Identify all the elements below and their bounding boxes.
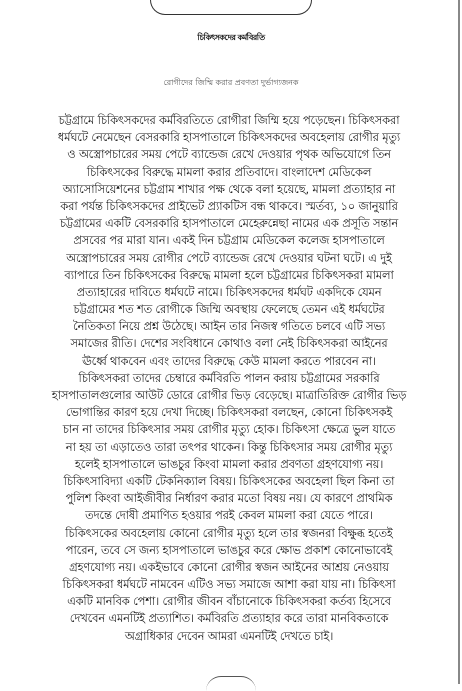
text-line: প্রসবের পর মারা যান। একই দিন চট্টগ্রাম মেডিকেল কলেজ হাসপাতালে — [73, 233, 385, 248]
text-line: হলেই হাসপাতালে ভাঙচুর কিংবা মামলা করার প্রবণতা গ্রহণযোগ্য নয়। — [74, 456, 384, 471]
text-line: করা পর্যন্ত চিকিৎসকদের প্রাইভেট প্র্যাকটিস বন্ধ থাকবে। স্মর্তব্য, ১০ জানুয়ারি — [60, 198, 398, 213]
text-line: সমাজের রীতি। দেশের সংবিধানে কোথাও বলা নেই চিকিৎসকরা আইনের — [70, 336, 388, 351]
text-line: দেখবেন এমনটিই প্রত্যাশিত। কর্মবিরতি প্রত্যাহার করে তারা মানবিকতাকে — [69, 611, 389, 626]
text-line: চট্টগ্রামের একটি বেসরকারি হাসপাতালে মেহেরুন্নেছা নামের এক প্রসূতি সন্তান — [59, 216, 399, 231]
page-edge-line — [458, 0, 460, 684]
text-line: চিকিৎসকরা তাদের চেম্বারে কর্মবিরতি পালন করায় চট্টগ্রামের সরকারি — [78, 370, 380, 385]
text-line: চট্টগ্রামে চিকিৎসকদের কর্মবিরতিতে রোগীরা জিম্মি হয়ে পড়েছেন। চিকিৎসকরা — [58, 113, 400, 127]
paragraph — [10, 525, 448, 645]
top-ornament — [150, 0, 312, 15]
text-line: অ্যাসোসিয়েশনের চট্টগ্রাম শাখার পক্ষ থেকে বলা হয়েছে, মামলা প্রত্যাহার না — [62, 181, 396, 196]
text-line: না হয় তা এড়াতেও তারা তৎপর থাকেন। কিন্তু চিকিৎসার সময় রোগীর মৃত্যু — [65, 439, 393, 454]
text-line: নৈতিকতা নিয়ে প্রশ্ন উঠেছে। আইন তার নিজস্ব গতিতে চলবে এটি সভ্য — [72, 319, 386, 334]
text-line: গ্রহণযোগ্য নয়। একইভাবে কোনো রোগীর স্বজন আইনের আশ্রয় নেওয়ায় — [69, 559, 389, 574]
paragraph — [10, 370, 448, 525]
subheadline: রোগীদের জিম্মি করার প্রবণতা দুর্ভাগ্যজনক — [163, 78, 299, 87]
text-line: অস্ত্রোপচারের সময় রোগীর পেটে ব্যান্ডেজ রেখে দেওয়ার ঘটনা ঘটে। এ দুই — [66, 250, 392, 265]
text-line: ধর্মঘটে নেমেছেন বেসরকারি হাসপাতালে চিকিৎসকদের অবহেলায় রোগীর মৃত্যু — [57, 130, 401, 145]
text-line: চিকিৎসাবিদ্যা একটি টেকনিক্যাল বিষয়। চিকিৎসকের অবহেলা ছিল কিনা তা — [63, 473, 395, 488]
paragraph — [10, 112, 448, 370]
text-line: প্রত্যাহারের দাবিতে ধর্মঘটে নামে। চিকিৎসকদের ধর্মঘট একদিকে যেমন — [76, 284, 382, 299]
text-line: অগ্রাধিকার দেবেন আমরা এমনটিই দেখতে চাই। — [124, 628, 334, 643]
text-line: তদন্তে দোষী প্রমাণিত হওয়ার পরই কেবল মামলা করা যেতে পারে। — [85, 508, 373, 523]
article-body — [10, 112, 448, 645]
text-line: ও অস্ত্রোপচারের সময় পেটে ব্যান্ডেজ রেখে দেওয়ার পৃথক অভিযোগে তিন — [67, 147, 391, 162]
text-line: ভোগান্তির কারণ হয়ে দেখা দিচ্ছে। চিকিৎসকরা বলছেন, কোনো চিকিৎসকই — [65, 405, 393, 420]
text-line: চান না তাদের চিকিৎসার সময় রোগীর মৃত্যু হোক। চিকিৎসা ক্ষেত্রে ভুল যাতে — [62, 422, 396, 437]
text-line: হাসপাতালগুলোর আউট ডোরে রোগীর ভিড় বেড়েছে। মাত্রাতিরিক্ত রোগীর ভিড় — [51, 388, 407, 402]
text-line: পুলিশ কিংবা আইজীবীর নির্ধারণ করার মতো বিষয় নয়। যে কারণে প্রাথমিক — [65, 491, 393, 506]
text-line: একটি মানবিক পেশা। রোগীর জীবন বাঁচানোকে চিকিৎসকরা কর্তব্য হিসেবে — [67, 594, 391, 609]
text-line: চিকিৎসকের বিরুদ্ধে মামলা করার প্রতিবাদে। বাংলাদেশ মেডিকেল — [86, 164, 372, 179]
text-line: চট্টগ্রামের শত শত রোগীকে জিম্মি অবস্থায় ফেলেছে তেমন এই ধর্মঘটের — [73, 302, 385, 317]
text-line: ব্যাপারে তিন চিকিৎসকের বিরুদ্ধে মামলা হলে চট্টগ্রামের চিকিৎসকরা মামলা — [64, 267, 394, 282]
text-line: চিকিৎসকের অবহেলায় কোনো রোগীর মৃত্যু হলে তার স্বজনরা বিক্ষুব্ধ হতেই — [65, 525, 393, 540]
headline: চিকিৎসকদের কর্মবিরতি — [197, 33, 265, 42]
text-line: পারেন, তবে সে জন্য হাসপাতালে ভাঙচুর করে ক্ষোভ প্রকাশ কোনোভাবেই — [65, 542, 393, 557]
text-line: চিকিৎসকরা ধর্মঘটে নামবেন এটিও সভ্য সমাজে আশা করা যায় না। চিকিৎসা — [62, 577, 396, 592]
text-line: ঊর্ধ্বে থাকবেন এবং তাদের বিরুদ্ধে কেউ মামলা করতে পারবেন না। — [82, 353, 376, 368]
